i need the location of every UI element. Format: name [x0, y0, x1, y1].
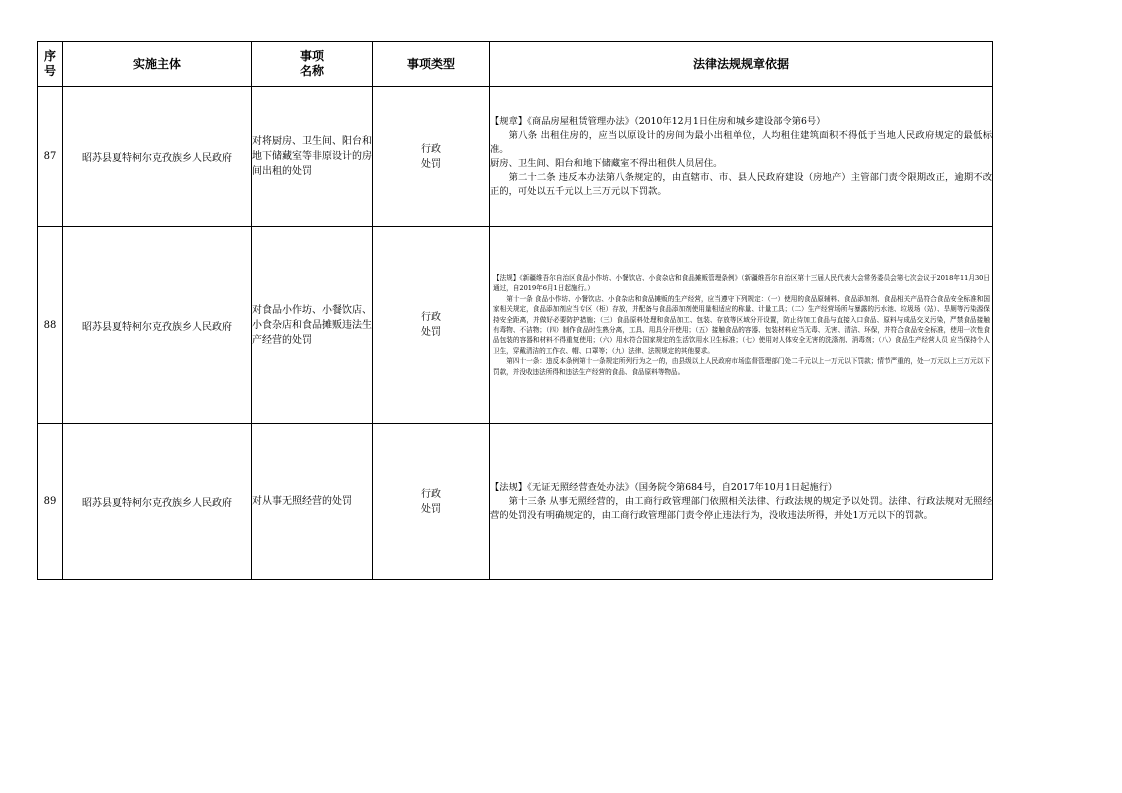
- row-item-type-line1: 行政: [421, 488, 441, 500]
- table-row: [38, 87, 993, 227]
- table-row: [38, 227, 993, 424]
- header-basis: 法律法规规章依据: [490, 42, 993, 87]
- basis-source: 【法规】《新疆维吾尔自治区食品小作坊、小餐饮店、小食杂店和食品摊贩管理条例》（新疆维吾尔自治区第十三届人民代表大会常务委员会第七次会议于2018年11月30日通过，自2019年6月1日起施行。）: [493, 273, 990, 293]
- row-item-type: [373, 227, 490, 424]
- row-basis: [490, 87, 993, 227]
- basis-source: 【规章】《商品房屋租赁管理办法》（2010年12月1日住房和城乡建设部令第6号）: [490, 115, 826, 127]
- header-seq-line1: 序: [43, 49, 56, 63]
- basis-article: 厨房、卫生间、阳台和地下储藏室不得出租供人员居住。: [490, 157, 723, 169]
- header-item-name-line1: 事项: [299, 49, 324, 63]
- basis-article: 第十一条 食品小作坊、小餐饮店、小食杂店和食品摊贩的生产经营，应当遵守下列规定：（一）使用的食品原辅料、食品添加剂、食品相关产品符合食品安全标准和国家相关规定，食品添加剂应当专区（柜）存放，并配备与食品添加剂使用量相适应的称量、计量工具；（二）生产经营场所与暴露的污水池、垃圾场（站）、旱厕等污染源保持安全距离，并做好必要防护措施；（三）食品原料处理和食品加工、包装、存放等区域分开设置，防止待加工食品与直接入口食品、原料与成品交叉污染，严禁食品接触有毒物、不洁物；（四）制作食品时生熟分离，工具、用具分开使用；（五）接触食品的容器、包装材料应当无毒、无害、清洁、环保，并符合食品安全标准，使用一次性食品包装的容器和材料不得重复使用；（六）用水符合国家规定的生活饮用水卫生标准；（七）使用对人体安全无害的洗涤剂、消毒剂；（八）食品生产经营人员 应当保持个人卫生，穿戴清洁的工作衣、帽、口罩等；（九）法律、法规规定的其他要求。: [493, 294, 990, 355]
- row-item-name: 对从事无照经营的处罚: [252, 424, 373, 580]
- row-item-type-line2: 处罚: [421, 503, 441, 515]
- header-item-type: 事项类型: [373, 42, 490, 87]
- row-subject: 昭苏县夏特柯尔克孜族乡人民政府: [63, 87, 252, 227]
- row-item-name: 对食品小作坊、小餐饮店、小食杂店和食品摊贩违法生产经营的处罚: [252, 227, 373, 424]
- row-item-type-line1: 行政: [421, 312, 441, 323]
- row-subject: 昭苏县夏特柯尔克孜族乡人民政府: [63, 227, 252, 424]
- row-item-type: [373, 424, 490, 580]
- basis-article: 第十三条 从事无照经营的，由工商行政管理部门依照相关法律、行政法规的规定予以处罚。法律、行政法规对无照经营的处罚没有明确规定的，由工商行政管理部门责令停止违法行为，没收违法所得，并处1万元以下的罚款。: [490, 495, 992, 521]
- row-number: 89: [38, 424, 63, 580]
- basis-source: 【法规】《无证无照经营查处办法》（国务院令第684号，自2017年10月1日起施行）: [490, 481, 838, 493]
- table-header-row: [38, 42, 993, 87]
- basis-article: 第四十一条：违反本条例第十一条规定所列行为之一的，由县级以上人民政府市场监督管理部门处二千元以上一万元以下罚款；情节严重的，处一万元以上三万元以下罚款，并没收违法所得和违法生产经营的食品、食品原料等物品。: [493, 357, 990, 376]
- row-subject: 昭苏县夏特柯尔克孜族乡人民政府: [63, 424, 252, 580]
- row-number: 88: [38, 227, 63, 424]
- basis-article: 第二十二条 违反本办法第八条规定的，由直辖市、市、县人民政府建设（房地产）主管部门责令限期改正，逾期不改正的，可处以五千元以上三万元以下罚款。: [490, 171, 992, 197]
- row-item-name: 对将厨房、卫生间、阳台和地下储藏室等非原设计的房间出租的处罚: [252, 87, 373, 227]
- header-item-name-line2: 名称: [299, 64, 324, 78]
- basis-article: 第八条 出租住房的，应当以原设计的房间为最小出租单位，人均租住建筑面积不得低于当地人民政府规定的最低标准。: [490, 129, 992, 155]
- row-basis: [490, 424, 993, 580]
- header-item-name: [252, 42, 373, 87]
- row-item-type-line2: 处罚: [421, 158, 441, 170]
- row-number: 87: [38, 87, 63, 227]
- header-seq: [38, 42, 63, 87]
- row-basis: [490, 227, 993, 424]
- row-item-type: [373, 87, 490, 227]
- header-subject: 实施主体: [63, 42, 252, 87]
- row-item-type-line1: 行政: [421, 143, 441, 155]
- enforcement-table: [37, 41, 993, 580]
- header-seq-line2: 号: [43, 64, 56, 78]
- row-item-type-line2: 处罚: [421, 327, 441, 338]
- table-row: [38, 424, 993, 580]
